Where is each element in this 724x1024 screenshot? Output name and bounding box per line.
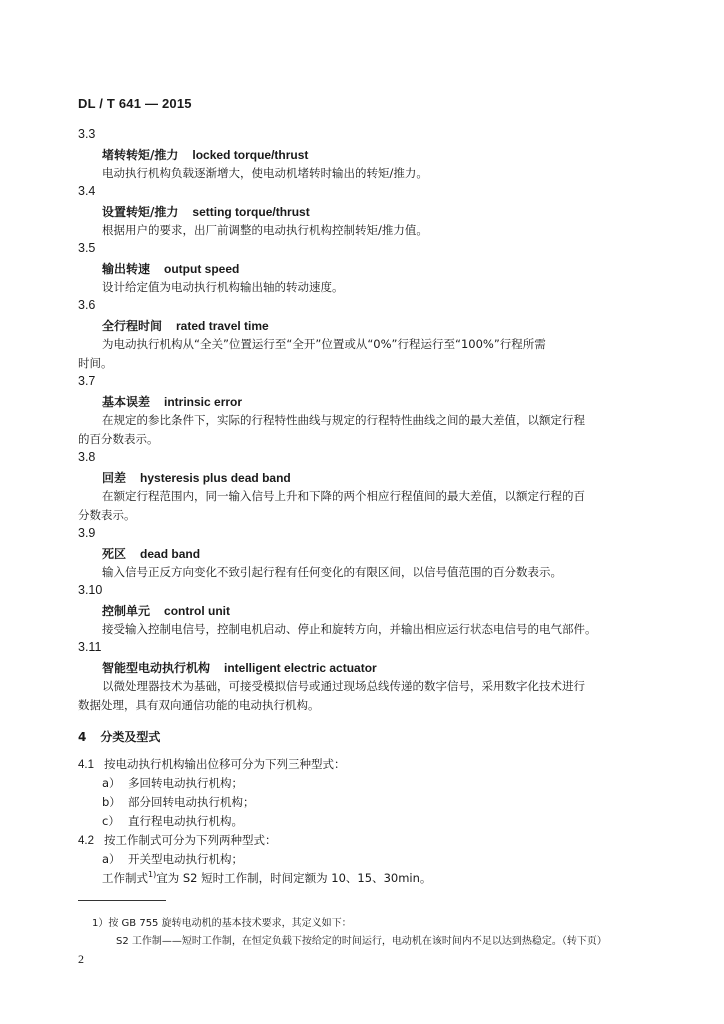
term-heading	[102, 393, 242, 410]
term-zh: 回差	[102, 471, 127, 485]
section-title: 分类及型式	[100, 730, 161, 744]
term-definition: 的百分数表示。	[78, 432, 159, 446]
list-text: 直行程电动执行机构。	[128, 814, 243, 828]
term-definition: 接受输入控制电信号，控制电机启动、停止和旋转方向，并输出相应运行状态电信号的电气部件。	[102, 622, 597, 636]
term-definition: 数据处理，具有双向通信功能的电动执行机构。	[78, 698, 320, 712]
term-heading	[102, 146, 308, 163]
clause-text: 按电动执行机构输出位移可分为下列三种型式：	[104, 757, 346, 771]
term-zh: 输出转速	[102, 262, 151, 276]
term-en: dead band	[140, 547, 201, 561]
term-definition: 分数表示。	[78, 508, 136, 522]
term-heading	[102, 659, 377, 676]
term-zh: 控制单元	[102, 604, 151, 618]
term-heading	[102, 469, 291, 486]
list-item	[102, 851, 243, 867]
clause-4-2	[78, 832, 277, 848]
term-zh: 设置转矩/推力	[102, 205, 179, 219]
list-text: 多回转电动执行机构；	[128, 776, 243, 790]
list-item	[102, 813, 243, 829]
term-definition: 时间。	[78, 356, 113, 370]
section-4-heading	[78, 728, 160, 745]
list-marker: c）	[102, 814, 120, 828]
term-definition: 电动执行机构负载逐渐增大，使电动机堵转时输出的转矩/推力。	[102, 166, 428, 180]
list-item	[102, 794, 255, 810]
clause-text: 按工作制式可分为下列两种型式：	[104, 833, 277, 847]
clause-number: 4.2	[78, 835, 94, 847]
term-en: locked torque/thrust	[192, 148, 309, 162]
work-mode-paragraph	[102, 870, 431, 886]
work-mode-prefix: 工作制式	[102, 871, 148, 885]
term-definition: 以微处理器技术为基础，可接受模拟信号或通过现场总线传递的数字信号，采用数字化技术进行	[102, 679, 585, 693]
term-en: intrinsic error	[164, 395, 243, 409]
term-number: 3.11	[78, 640, 102, 654]
term-en: intelligent electric actuator	[224, 661, 377, 675]
footnote-ref: 1)	[148, 870, 157, 880]
term-en: setting torque/thrust	[192, 205, 310, 219]
term-definition: 设计给定值为电动执行机构输出轴的转动速度。	[102, 280, 344, 294]
list-marker: b）	[102, 795, 121, 809]
term-zh: 堵转转矩/推力	[102, 148, 179, 162]
footnote-line-2: S2 工作制——短时工作制，在恒定负载下按给定的时间运行，电动机在该时间内不足以达到热稳定。（转下页）	[116, 936, 607, 947]
clause-number: 4.1	[78, 759, 94, 771]
standard-header: DL / T 641 — 2015	[78, 96, 192, 111]
term-number: 3.6	[78, 298, 96, 312]
section-number: 4	[78, 730, 87, 744]
list-text: 部分回转电动执行机构；	[128, 795, 255, 809]
term-heading	[102, 602, 230, 619]
list-marker: a）	[102, 776, 121, 790]
list-text: 开关型电动执行机构；	[128, 852, 243, 866]
work-mode-text: 宜为 S2 短时工作制，时间定额为 10、15、30min。	[156, 871, 432, 885]
term-zh: 全行程时间	[102, 319, 163, 333]
term-number: 3.7	[78, 374, 96, 388]
term-heading	[102, 203, 310, 220]
term-definition: 输入信号正反方向变化不致引起行程有任何变化的有限区间，以信号值范围的百分数表示。	[102, 565, 562, 579]
list-item	[102, 775, 243, 791]
clause-4-1	[78, 756, 346, 772]
term-number: 3.10	[78, 583, 103, 597]
term-number: 3.5	[78, 241, 96, 255]
term-en: hysteresis plus dead band	[140, 471, 291, 485]
list-marker: a）	[102, 852, 121, 866]
term-number: 3.3	[78, 127, 96, 141]
term-heading	[102, 545, 200, 562]
term-definition: 根据用户的要求，出厂前调整的电动执行机构控制转矩/推力值。	[102, 223, 428, 237]
term-definition: 在额定行程范围内，同一输入信号上升和下降的两个相应行程值间的最大差值，以额定行程的百	[102, 489, 585, 503]
term-zh: 死区	[102, 547, 127, 561]
term-en: rated travel time	[176, 319, 269, 333]
footnote-divider	[78, 900, 166, 901]
term-zh: 智能型电动执行机构	[102, 661, 211, 675]
term-definition: 为电动执行机构从“全关”位置运行至“全开”位置或从“0%”行程运行至“100%”行程所需	[102, 337, 546, 351]
page-number: 2	[78, 952, 84, 966]
term-en: control unit	[164, 604, 231, 618]
term-number: 3.4	[78, 184, 96, 198]
term-zh: 基本误差	[102, 395, 151, 409]
term-number: 3.9	[78, 526, 96, 540]
term-number: 3.8	[78, 450, 96, 464]
footnote-line-1: 1）按 GB 755 旋转电动机的基本技术要求，其定义如下：	[92, 918, 352, 929]
term-definition: 在规定的参比条件下，实际的行程特性曲线与规定的行程特性曲线之间的最大差值，以额定行程	[102, 413, 585, 427]
term-heading	[102, 260, 239, 277]
term-heading	[102, 317, 269, 334]
term-en: output speed	[164, 262, 240, 276]
